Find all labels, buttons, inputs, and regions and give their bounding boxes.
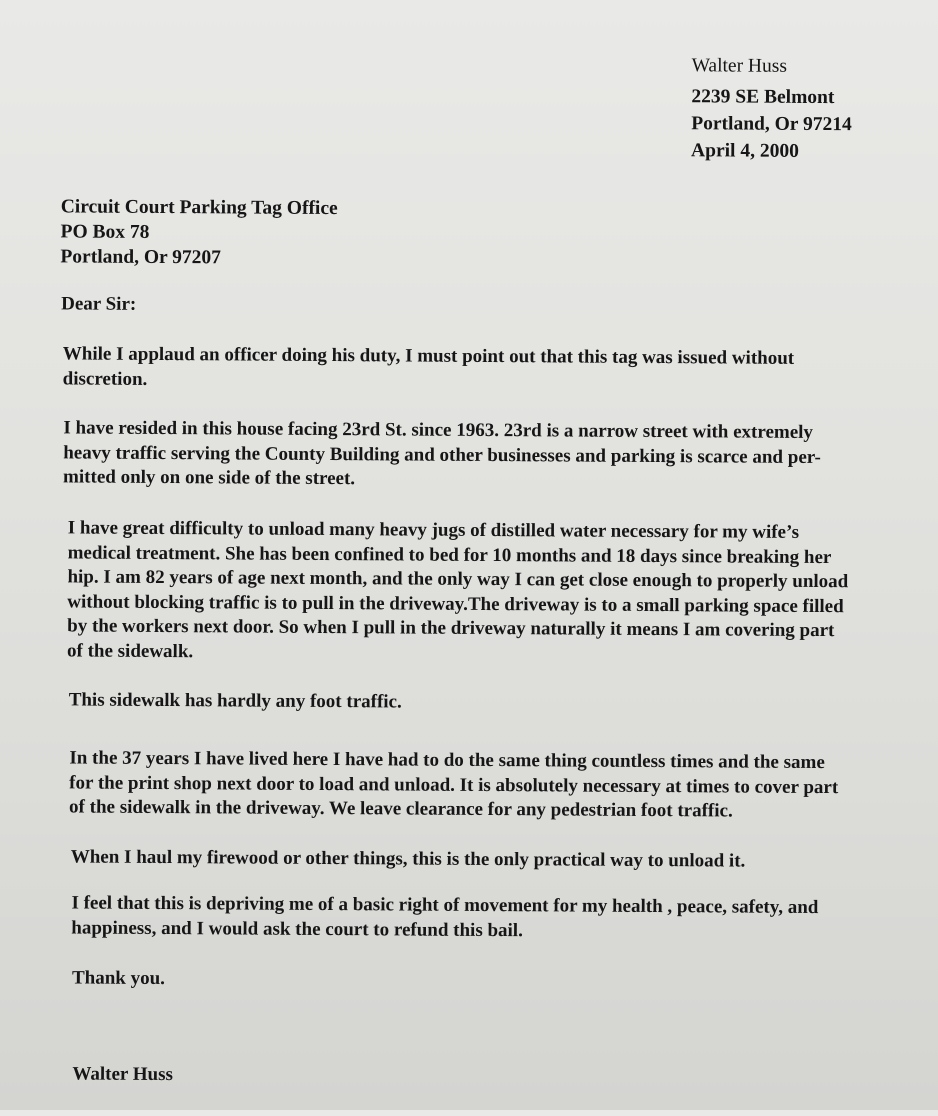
letter-date: April 4, 2000	[691, 140, 799, 162]
salutation: Dear Sir:	[61, 293, 137, 315]
paragraph-7	[71, 891, 818, 945]
paragraph-line: without blocking traffic is to pull in the driveway.The driveway is to a small parking space filled	[67, 590, 844, 617]
paragraph-line: When I haul my firewood or other things, this is the only practical way to unload it.	[70, 846, 746, 872]
paragraph-line: I feel that this is depriving me of a basic right of movement for my health , peace, safety, and	[71, 892, 819, 919]
paragraph-1	[63, 342, 795, 395]
paragraph-line: of the sidewalk.	[66, 639, 194, 662]
recipient-line-1: Circuit Court Parking Tag Office	[60, 196, 338, 220]
recipient-address-block	[60, 194, 337, 271]
closing: Thank you.	[71, 967, 166, 990]
signature: Walter Huss	[72, 1063, 173, 1086]
sender-city: Portland, Or 97214	[691, 113, 852, 136]
paragraph-line: hip. I am 82 years of age next month, and the only way I can get close enough to properly unload	[67, 566, 849, 593]
paragraph-line: In the 37 years I have lived here I have had to do the same thing countless times and the same	[69, 747, 825, 774]
paragraph-5	[69, 746, 838, 824]
paragraph-3	[67, 516, 849, 668]
paragraph-line: by the workers next door. So when I pull in the driveway naturally it means I am covering part	[67, 615, 835, 642]
paragraph-line: of the sidewalk in the driveway. We leave clearance for any pedestrian foot traffic.	[69, 796, 733, 822]
paragraph-2	[63, 416, 821, 494]
paragraph-line: discretion.	[62, 367, 148, 390]
paragraph-line: heavy traffic serving the County Building and other businesses and parking is scarce and per-	[63, 441, 821, 468]
paragraph-line: I have resided in this house facing 23rd St. since 1963. 23rd is a narrow street with extremely	[63, 417, 814, 443]
paragraph-line: mitted only on one side of the street.	[63, 466, 356, 490]
paragraph-6	[71, 845, 746, 874]
paragraph-line: This sidewalk has hardly any foot traffic.	[68, 689, 402, 713]
paragraph-line: While I applaud an officer doing his duty, I must point out that this tag was issued without	[62, 343, 795, 369]
sender-street: 2239 SE Belmont	[691, 86, 835, 109]
paragraph-line: medical treatment. She has been confined to bed for 10 months and 18 days since breaking her	[67, 541, 832, 568]
paragraph-line: for the print shop next door to load and unload. It is absolutely necessary at times to cover part	[69, 771, 839, 798]
paragraph-line: I have great difficulty to unload many heavy jugs of distilled water necessary for my wife’s	[67, 517, 800, 543]
sender-name: Walter Huss	[691, 55, 788, 77]
paragraph-line: happiness, and I would ask the court to refund this bail.	[71, 916, 523, 941]
sender-address-block	[691, 52, 852, 165]
recipient-line-3: Portland, Or 97207	[60, 246, 222, 269]
paragraph-4	[69, 688, 402, 715]
recipient-line-2: PO Box 78	[60, 221, 150, 243]
